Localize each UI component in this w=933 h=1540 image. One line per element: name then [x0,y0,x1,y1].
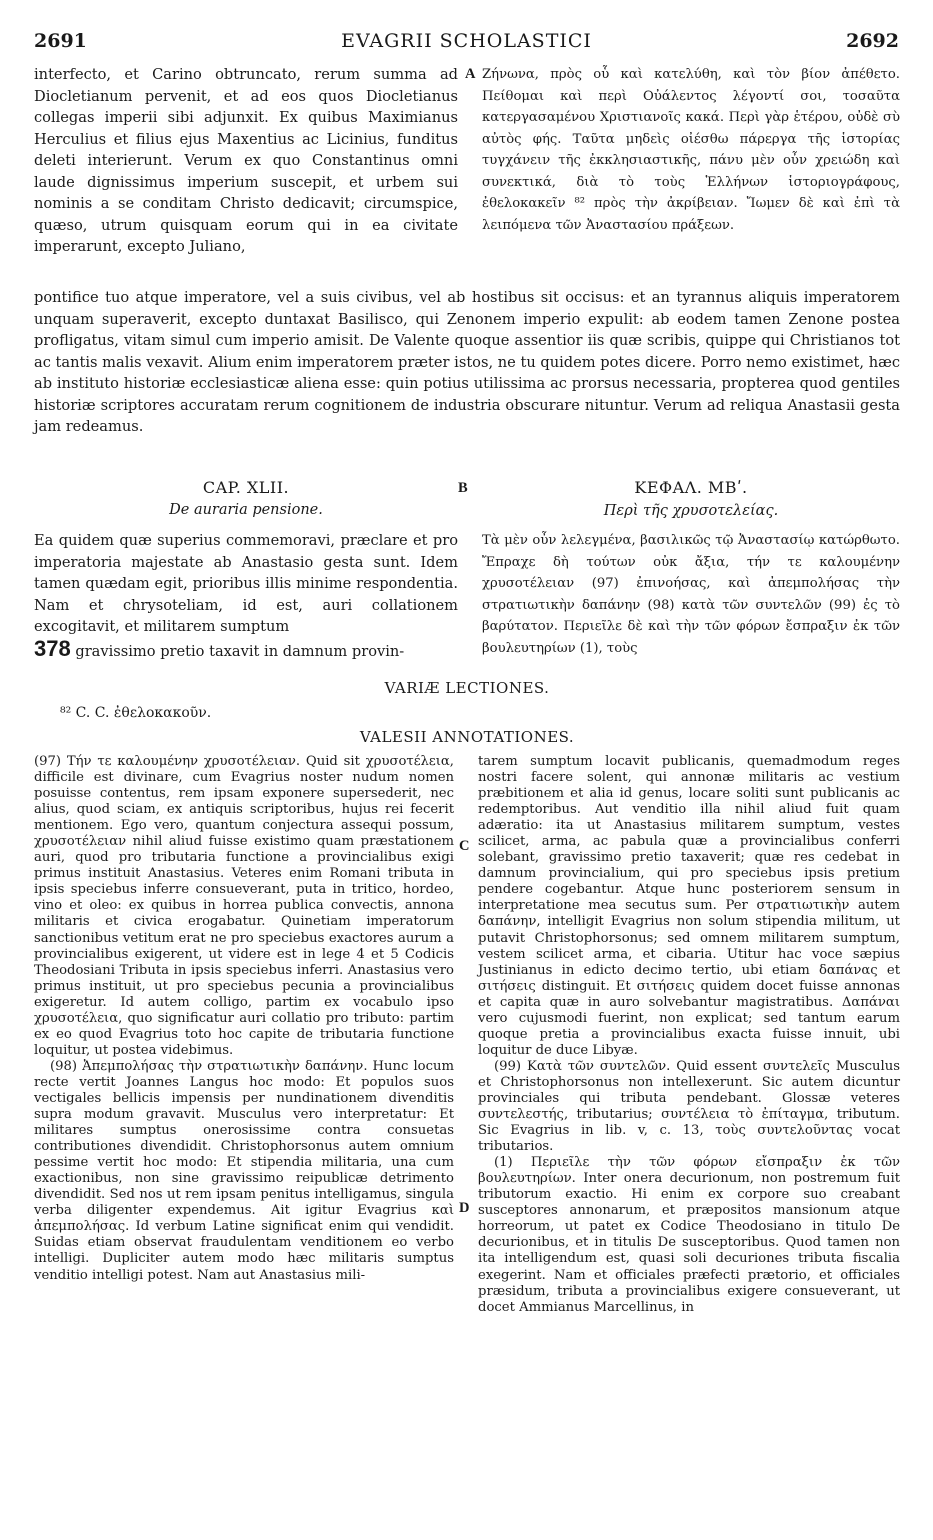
page-number-left: 2691 [34,30,87,52]
annotations-left-column [34,754,454,1284]
chapter-greek-column [482,530,900,659]
margin-marker-b: B [458,480,468,496]
margin-page-marker: 378 [34,635,71,661]
chapter-latin-text: Ea quidem quæ superius commemoravi, præclare et pro imperatoria majestate ab Anastasio gesta sunt. Idem tamen quædam egit, prioribus illis minime respondentia. Nam et chrysoteliam, id est, auri collationem excogitavit, et militarem sumptum [34,532,458,635]
top-latin-column [34,64,458,258]
margin-marker-a: A [465,66,476,82]
page-number-right: 2692 [846,30,899,52]
top-latin-text: interfecto, et Carino obtruncato, rerum summa ad Diocletianum pervenit, et ad eos quos Diocletianus collegas imperii sibi adjunxit. Ex quibus Maximianus Herculius et filius ejus Maxentius ac Licinius, funditus deleti interierunt. Verum ex quo Constantinus omni laude dignissimus imperium suscepit, et urbem sui nominis a se conditam Christo dedicavit; circumspice, quæso, utrum quisquam eorum qui in ea civitate imperarunt, excepto Juliano, [34,66,458,255]
greek-chapter-heading: ΚΕΦΑΛ. ΜΒʹ. [634,478,748,497]
note-1: (1) Περιεῖλε τὴν τῶν φόρων εἴσπραξιν ἐκ τῶν βουλευτηρίων. Inter onera decurionum, non postremum fuit tributorum exactio. Hi enim ex corpore suo creabant susceptores annonarum, et præpositos mansionum atque horreorum, ut patet ex Codice Theodosiano in titulo De decurionibus, et in titulis De susceptoribus. Quod tamen non ita intelligendum est, quasi soli decuriones tributa fiscalia exegerint. Nam et officiales præfecti prætorio, et officiales præsidum, tributa a provincialibus exigere consueverant, ut docet Ammianus Marcellinus, in [478,1155,900,1315]
note-98-continued: tarem sumptum locavit publicanis, quemadmodum reges nostri facere solent, qui annonæ militaris ac vestium præbitionem et alia id genus, locare soliti sunt publicanis ac redemptoribus. Aut venditio illa nihil aliud fuit quam adæratio: ita ut Anastasius militarem sumptum, vestes scilicet, arma, ac pabula quæ a provincialibus conferri solebant, gravissimo pretio taxaverit; quæ res cedebat in damnum provincialium, qui pro speciebus ipsis pretium pendere cogebantur. Atque hunc posteriorem sensum in interpretatione mea secutus sum. Per στρατιωτικὴν autem δαπάνην, intelligit Evagrius non solum stipendia militum, ut putavit Christophorsonus; sed omnem militarem sumptum, vestem scilicet arma, et cibaria. Utitur hac voce sæpius Justinianus in edicto decimo tertio, ubi etiam δαπάνας et σιτήσεις distinguit. Et σιτήσεις quidem docet fuisse annonas et capita quæ in auro solvebantur magistratibus. Δαπάναι vero cujusmodi fuerint, non explicat; sed tantum earum quoque pretia a provincialibus exacta fuisse innuit, ubi loquitur de duce Libyæ. [478,754,900,1058]
latin-chapter-subtitle: De auraria pensione. [169,502,323,518]
chapter-latin-final-text: gravissimo pretio taxavit in damnum provin- [75,642,405,660]
chapter-greek-text: Τὰ μὲν οὖν λελεγμένα, βασιλικῶς τῷ Ἀναστασίῳ κατώρθωτο. Ἔπραχε δὴ τούτων οὐκ ἄξια, τήν τε καλουμένην χρυσοτέλειαν (97) ἐπινοήσας, καὶ ἀπεμπολήσας τὴν στρατιωτικὴν δαπάνην (98) κατὰ τῶν συντελῶν (99) ἐς τὸ βαρύτατον. Περιεῖλε δὲ καὶ τὴν τῶν φόρων ἔσπραξιν ἐκ τῶν βουλευτηρίων (1), τοὺς [482,533,900,656]
top-full-width-text [34,287,900,438]
note-99: (99) Κατὰ τῶν συντελῶν. Quid essent συντελεῖς Musculus et Christophorsonus non intellexerunt. Sic autem dicuntur provinciales qui tributa pendebant. Glossæ veteres συντελεστής, tributarius; συντέλεια τὸ ἐπίταγμα, tributum. Sic Evagrius in lib. v, c. 13, τοὺς συντελοῦντας vocat tributarios. [478,1058,900,1155]
top-greek-text: Ζήνωνα, πρὸς οὗ καὶ κατελύθη, καὶ τὸν βίον ἀπέθετο. Πείθομαι καὶ περὶ Οὐάλεντος λέγοντί σοι, τοσαῦτα κατεργασαμένου Χριστιανοῖς κακά. Περὶ γὰρ ἑτέρου, οὐδὲ σὺ αὐτὸς φής. Ταῦτα μηδεὶς οἰέσθω πάρεργα τῆς ἱστορίας τυγχάνειν τῆς ἐκκλησιαστικῆς, πάνυ μὲν οὖν χρειώδη καὶ συνεκτικά, διὰ τὸ τοὺς Ἑλλήνων ἱστοριογράφους, ἐθελοκακεῖν ⁸² πρὸς τὴν ἀκρίβειαν. Ἴωμεν δὲ καὶ ἐπὶ τὰ λειπόμενα τῶν Ἀναστασίου πράξεων. [482,67,900,233]
margin-marker-c: C [459,838,470,854]
running-title: EVAGRII SCHOLASTICI [341,30,592,52]
note-98: (98) Ἀπεμπολήσας τὴν στρατιωτικὴν δαπάνην. Hunc locum recte vertit Joannes Langus hoc modo: Et populos suos vectigales bellicis impensis per nundinationem divenditis supra modum gravavit. Musculus vero interpretatur: Et militares sumptus onerosissime contra consuetas contributiones divendidit. Christophorsonus autem omnium pessime vertit hoc modo: Et stipendia militaria, una cum exactionibus, non sine gravissimo reipublicæ detrimento divendidit. Sed nos ut rem ipsam penitus intelligamus, singula verba diligenter expendemus. Ait igitur Evagrius καὶ ἀπεμπολήσας. Id verbum Latine significat enim qui vendidit. Suidas etiam observat fraudulentam venditionem eo verbo intelligi. Dupliciter autem modo hæc militaris sumptus venditio intelligi potest. Nam aut Anastasius mili- [34,1058,454,1283]
variae-lectiones-item: ⁸² C. C. ἐθελοκακοῦν. [60,705,212,721]
note-97: (97) Τήν τε καλουμένην χρυσοτέλειαν. Quid sit χρυσοτέλεια, difficile est divinare, cum Evagrius noster nudum nomen posuisse contentus, rem ipsam exponere supersederit, nec alius, quod sciam, ex antiquis scriptoribus, hujus rei fecerit mentionem. Ego vero, quantum conjectura assequi possum, χρυσοτέλειαν nihil aliud fuisse existimo quam præstationem auri, quod pro tributaria functione a provincialibus exigi primus instituit Anastasius. Veteres enim Romani tributa in ipsis speciebus inferre consueverant, puta in tritico, hordeo, vino et oleo: ex quibus in horrea publica convectis, annona militaris et civica erogabatur. Quinetiam imperatorum sanctionibus vetitum erat ne pro speciebus exactores aurum a provincialibus exigerent, ut videre est in lege 4 et 5 Codicis Theodosiani Tributa in ipsis speciebus inferri. Anastasius vero primus instituit, ut pro speciebus pecunia a provincialibus exigeretur. Id autem colligo, partim ex vocabulo ipso χρυσοτέλεια, quo significatur auri collatio pro tributo: partim ex eo quod Evagrius toto hoc capite de tributaria functione loquitur, ut postea videbimus. [34,754,454,1058]
annotations-right-column [478,754,900,1316]
top-continuation-text: pontifice tuo atque imperatore, vel a suis civibus, vel ab hostibus sit occisus: et an tyrannus aliquis imperatorem unquam superaverit, excepto duntaxat Basilisco, qui Zenonem imperio expulit: ab eodem tamen Zenone postea profligatus, vitam simul cum imperio amisit. De Valente quoque assentior iis quæ scribis, quippe qui Christianos tot ac tantis malis vexavit. Alium enim imperatorem præter istos, ne tu quidem potes dicere. Porro nemo existimet, hæc ab instituto historiæ ecclesiasticæ aliena esse: quin potius utilissima ac prorsus necessaria, propterea quod gentiles historiæ scriptores accuratam rerum cognitionem de industria obscurare nituntur. Verum ad reliqua Anastasii gesta jam redeamus. [34,289,900,435]
chapter-latin-column [34,530,458,662]
latin-chapter-heading: CAP. XLII. [202,478,290,497]
valesii-annotationes-heading: VALESII ANNOTATIONES. [359,728,575,746]
margin-marker-d: D [459,1200,470,1216]
top-greek-column [482,64,900,236]
running-header [34,30,899,56]
chapter-latin-last-line [34,635,458,663]
greek-chapter-subtitle: Περὶ τῆς χρυσοτελείας. [603,503,779,519]
variae-lectiones-heading: VARIÆ LECTIONES. [384,679,550,697]
